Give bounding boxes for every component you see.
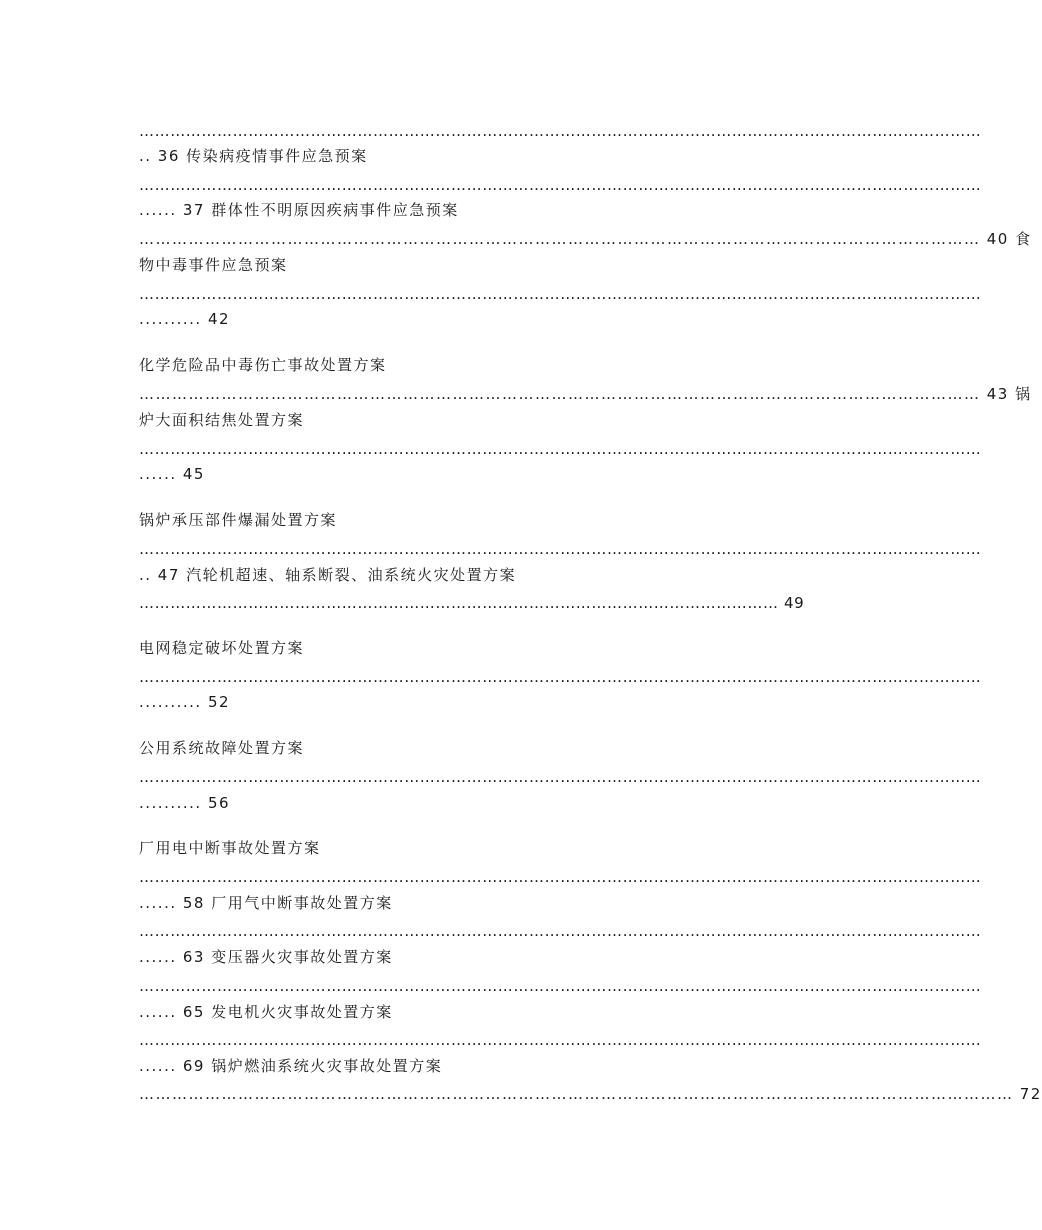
toc-leader-line: ………………………………………………………………………………………………………………………………………………	[139, 285, 982, 303]
toc-entry: .. 47 汽轮机超速、轴系断裂、油系统火灾处置方案	[139, 566, 517, 584]
toc-entry: ...... 45	[139, 465, 205, 483]
toc-leader-line: ………………………………………………………………………………………………………………………………………………	[139, 922, 982, 940]
toc-entry: .......... 56	[139, 794, 231, 812]
toc-entry: 锅炉承压部件爆漏处置方案	[139, 511, 338, 529]
toc-leader-line: ……………………………………………………………………………………………………………………………………… 40 食	[139, 230, 1032, 248]
toc-entry: 公用系统故障处置方案	[139, 739, 305, 757]
toc-leader-line: ………………………………………………………………………………………………………………………………………………	[139, 540, 982, 558]
toc-entry: 厂用电中断事故处置方案	[139, 839, 321, 857]
toc-entry: .......... 42	[139, 310, 231, 328]
toc-leader-line: ………………………………………………………………………………………………………………………………………………	[139, 1031, 982, 1049]
toc-leader-line: ………………………………………………………………………………………………………………………………………………	[139, 768, 982, 786]
toc-entry: ...... 37 群体性不明原因疾病事件应急预案	[139, 201, 459, 219]
toc-entry: 炉大面积结焦处置方案	[139, 411, 305, 429]
toc-entry: 物中毒事件应急预案	[139, 256, 288, 274]
toc-leader-line: ……………………………………………………………………………………………………………………………………… 43 锅	[139, 385, 1032, 403]
toc-entry: .. 36 传染病疫情事件应急预案	[139, 147, 368, 165]
toc-leader-line: ………………………………………………………………………………………………………………………………………………	[139, 440, 982, 458]
toc-entry: 电网稳定破坏处置方案	[139, 639, 305, 657]
toc-entry: ...... 65 发电机火灾事故处置方案	[139, 1003, 393, 1021]
toc-leader-line: ………………………………………………………………………………………………………………………………………………	[139, 176, 982, 194]
toc-leader-line: ………………………………………………………………………………………………………………………………………………	[139, 977, 982, 995]
toc-leader-line: …………………………………………………………………………………………………………………………………………… 72	[139, 1085, 1042, 1103]
toc-entry: ...... 58 厂用气中断事故处置方案	[139, 894, 393, 912]
toc-leader-line: ………………………………………………………………………………………………………………………………………………	[139, 122, 982, 140]
toc-entry: ...... 63 变压器火灾事故处置方案	[139, 948, 393, 966]
toc-entry: 化学危险品中毒伤亡事故处置方案	[139, 356, 387, 374]
toc-leader-line: ………………………………………………………………………………………………………………………………………………	[139, 868, 982, 886]
toc-leader-line: …………………………………………………………………………………………………………… 49	[139, 594, 805, 612]
toc-entry: ...... 69 锅炉燃油系统火灾事故处置方案	[139, 1057, 443, 1075]
toc-leader-line: ………………………………………………………………………………………………………………………………………………	[139, 668, 982, 686]
toc-entry: .......... 52	[139, 693, 231, 711]
